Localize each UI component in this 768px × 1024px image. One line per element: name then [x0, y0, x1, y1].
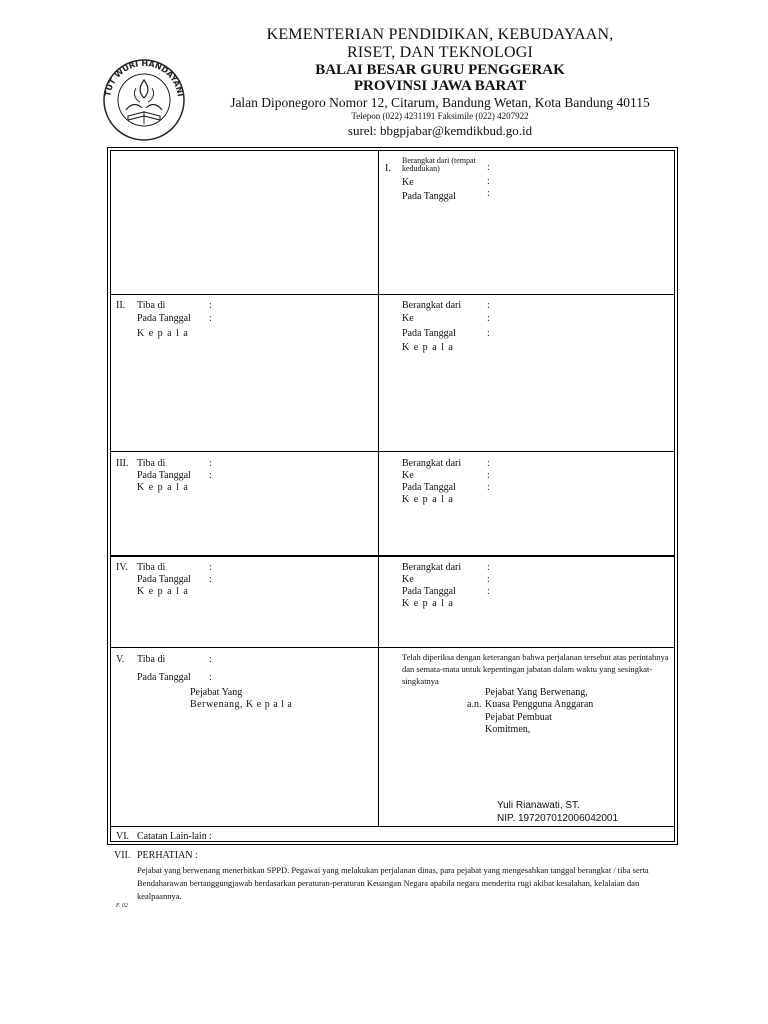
section-3-from-label: Berangkat dari: [402, 458, 462, 469]
section-3-number: III.: [116, 458, 129, 469]
section-1-from-colon: :: [487, 162, 490, 173]
section-7-number: VII.: [114, 850, 131, 861]
section-6-number: VI.: [116, 831, 130, 842]
divider-1: [110, 294, 675, 295]
institution-name: BALAI BESAR GURU PENGGERAK: [315, 62, 565, 78]
section-5-number: V.: [116, 654, 125, 665]
section-1-number: I.: [385, 163, 391, 174]
section-5-arrive-date-label: Pada Tanggal: [137, 672, 191, 683]
sign-line-2: Kuasa Pengguna Anggaran: [485, 699, 594, 710]
section-3-to-label: Ke: [402, 470, 414, 481]
section-3-arrive-date-label: Pada Tanggal: [137, 470, 191, 481]
divider-4: [110, 647, 675, 648]
section-6-label: Catatan Lain-lain: [137, 831, 207, 842]
section-4-date-colon: :: [487, 586, 490, 597]
divider-5: [110, 826, 675, 827]
section-2-to-label: Ke: [402, 313, 414, 324]
sign-prefix-an: a.n.: [467, 699, 482, 710]
section-1-date-label: Pada Tanggal: [402, 191, 456, 202]
email: surel: bbgpjabar@kemdikbud.go.id: [347, 123, 533, 138]
section-1-to-label: Ke: [402, 177, 414, 188]
center-divider: [378, 150, 379, 826]
section-2-to-colon: :: [487, 313, 490, 324]
statement-line-1: Telah diperiksa dengan keterangan bahwa perjalanan tersebut atas perintahnya: [402, 652, 669, 662]
form-code: F. 02: [116, 903, 128, 909]
ministry-title-line1: KEMENTERIAN PENDIDIKAN, KEBUDAYAAN,: [266, 26, 614, 43]
province-name: PROVINSI JAWA BARAT: [353, 78, 527, 94]
section-2-from-colon: :: [487, 300, 490, 311]
statement-line-3: singkatnya: [402, 676, 439, 686]
sign-line-4: Komitmen,: [485, 724, 531, 735]
section-2-arrive-colon: :: [209, 300, 212, 311]
section-1-date-colon: :: [487, 188, 490, 199]
signer-nip: NIP. 197207012006042001: [497, 813, 619, 824]
ministry-title-line2: RISET, DAN TEKNOLOGI: [346, 44, 534, 61]
section-2-number: II.: [116, 300, 126, 311]
section-5-official-line1: Pejabat Yang: [190, 687, 243, 698]
logo-motto: TUT WURI HANDAYANI: [103, 58, 185, 98]
section-4-arrive-date-label: Pada Tanggal: [137, 574, 191, 585]
sign-line-3: Pejabat Pembuat: [485, 712, 552, 723]
form-frame-inner: [110, 150, 675, 842]
section-2-from-label: Berangkat dari: [402, 300, 462, 311]
divider-2: [110, 451, 675, 452]
section-5-official-line2: Berwenang, K e p a l a: [190, 699, 293, 710]
signer-name: Yuli Rianawati, ST.: [497, 800, 580, 811]
section-1-from-label: Berangkat dari (tempat kedudukan): [402, 156, 476, 173]
section-4-to-label: Ke: [402, 574, 414, 585]
section-1-to-colon: :: [487, 176, 490, 187]
section-4-arrive-date-colon: :: [209, 574, 212, 585]
section-3-from-colon: :: [487, 458, 490, 469]
section-4-arrive-label: Tiba di: [137, 562, 166, 573]
section-2-right-head: K e p a l a: [402, 342, 454, 353]
notice-line-3: kealpaannya.: [137, 891, 182, 901]
phone-fax: Telepon (022) 4231191 Faksimile (022) 4207922: [351, 111, 529, 121]
section-2-arrive-date-label: Pada Tanggal: [137, 313, 191, 324]
section-5-arrive-colon: :: [209, 654, 212, 665]
section-3-date-colon: :: [487, 482, 490, 493]
section-4-from-colon: :: [487, 562, 490, 573]
section-4-number: IV.: [116, 562, 128, 573]
section-3-arrive-date-colon: :: [209, 470, 212, 481]
section-3-arrive-colon: :: [209, 458, 212, 469]
address: Jalan Diponegoro Nomor 12, Citarum, Bandung Wetan, Kota Bandung 40115: [230, 95, 650, 110]
section-6-colon: :: [209, 831, 212, 842]
section-2-left-head: K e p a l a: [137, 328, 189, 339]
notice-line-1: Pejabat yang berwenang menerbitkan SPPD. Pegawai yang melakukan perjalanan dinas, para pejabat yang mengesahkan tanggal berangkat / tiba serta: [137, 865, 649, 875]
section-4-to-colon: :: [487, 574, 490, 585]
section-4-arrive-colon: :: [209, 562, 212, 573]
section-2-arrive-label: Tiba di: [137, 300, 166, 311]
section-3-left-head: K e p a l a: [137, 482, 189, 493]
sign-line-1: Pejabat Yang Berwenang,: [485, 687, 588, 698]
statement-line-2: dan semata-mata untuk kepentingan jabatan dalam waktu yang sesingkat-: [402, 664, 653, 674]
section-4-left-head: K e p a l a: [137, 586, 189, 597]
section-2-date-label: Pada Tanggal: [402, 328, 456, 339]
section-3-arrive-label: Tiba di: [137, 458, 166, 469]
section-4-right-head: K e p a l a: [402, 598, 454, 609]
section-3-to-colon: :: [487, 470, 490, 481]
section-2-date-colon: :: [487, 328, 490, 339]
divider-3: [110, 555, 675, 557]
notice-line-2: Bendaharawan bertanggungjawab berdasarkan peraturan-peraturan Keuangan Negara apabila negara menderita rugi akibat kesalahan, kelalaian dan: [137, 878, 640, 888]
section-7-label: PERHATIAN :: [137, 850, 198, 861]
section-4-date-label: Pada Tanggal: [402, 586, 456, 597]
section-5-arrive-label: Tiba di: [137, 654, 166, 665]
section-3-right-head: K e p a l a: [402, 494, 454, 505]
section-4-from-label: Berangkat dari: [402, 562, 462, 573]
section-3-date-label: Pada Tanggal: [402, 482, 456, 493]
section-5-arrive-date-colon: :: [209, 672, 212, 683]
section-2-arrive-date-colon: :: [209, 313, 212, 324]
